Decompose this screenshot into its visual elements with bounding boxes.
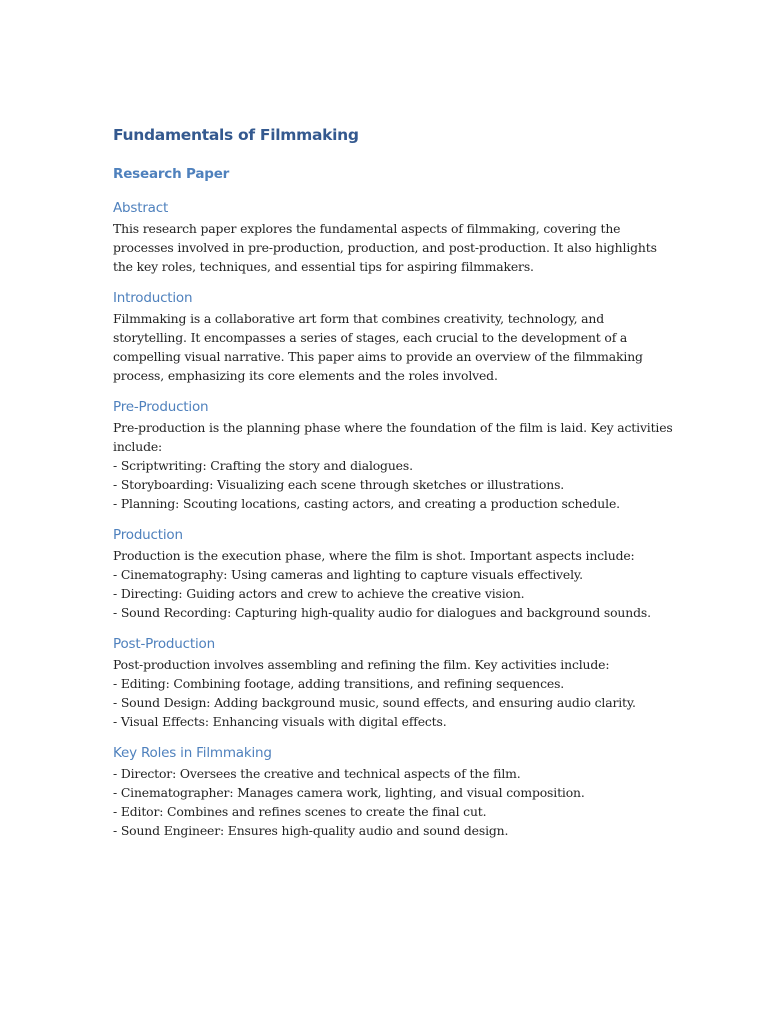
section-post-production (113, 634, 658, 731)
paragraph-line: Post-production involves assembling and refining the film. Key activities include: (113, 657, 610, 672)
section-heading-introduction: Introduction (113, 290, 193, 306)
list-item: - Visual Effects: Enhancing visuals with digital effects. (113, 714, 447, 729)
section-pre-production (113, 397, 673, 513)
paragraph-line: compelling visual narrative. This paper aims to provide an overview of the filmmaking (113, 349, 643, 364)
section-heading-pre-production: Pre-Production (113, 399, 209, 415)
list-item: - Sound Recording: Capturing high-quality audio for dialogues and background sounds. (113, 605, 651, 620)
list-item: - Director: Oversees the creative and technical aspects of the film. (113, 766, 521, 781)
paragraph-line: process, emphasizing its core elements and the roles involved. (113, 368, 498, 383)
list-item: - Sound Engineer: Ensures high-quality audio and sound design. (113, 823, 509, 838)
paragraph-line: Production is the execution phase, where the film is shot. Important aspects include: (113, 548, 635, 563)
paragraph-line: storytelling. It encompasses a series of stages, each crucial to the development of a (113, 330, 628, 345)
section-heading-abstract: Abstract (113, 200, 169, 216)
list-item: - Editor: Combines and refines scenes to create the final cut. (113, 804, 487, 819)
paragraph-line: include: (113, 439, 163, 454)
section-heading-post-production: Post-Production (113, 636, 215, 652)
document-title: Fundamentals of Filmmaking (113, 126, 359, 144)
paragraph-line: processes involved in pre-production, production, and post-production. It also highlights (113, 240, 657, 255)
section-production (113, 525, 658, 622)
paragraph-line: Filmmaking is a collaborative art form that combines creativity, technology, and (113, 311, 604, 326)
list-item: - Directing: Guiding actors and crew to achieve the creative vision. (113, 586, 525, 601)
section-introduction (113, 288, 658, 385)
list-item: - Storyboarding: Visualizing each scene through sketches or illustrations. (113, 477, 565, 492)
paragraph-line: This research paper explores the fundamental aspects of filmmaking, covering the (113, 221, 621, 236)
document-page (113, 124, 673, 852)
section-key-roles (113, 743, 658, 840)
section-abstract (113, 198, 658, 276)
document-subtitle: Research Paper (113, 166, 230, 182)
list-item: - Planning: Scouting locations, casting actors, and creating a production schedule. (113, 496, 620, 511)
section-heading-key-roles: Key Roles in Filmmaking (113, 745, 272, 761)
list-item: - Cinematographer: Manages camera work, lighting, and visual composition. (113, 785, 585, 800)
paragraph-line: Pre-production is the planning phase where the foundation of the film is laid. Key activities (113, 420, 673, 435)
list-item: - Scriptwriting: Crafting the story and dialogues. (113, 458, 413, 473)
list-item: - Sound Design: Adding background music, sound effects, and ensuring audio clarity. (113, 695, 636, 710)
paragraph-line: the key roles, techniques, and essential tips for aspiring filmmakers. (113, 259, 534, 274)
list-item: - Editing: Combining footage, adding transitions, and refining sequences. (113, 676, 565, 691)
list-item: - Cinematography: Using cameras and lighting to capture visuals effectively. (113, 567, 583, 582)
section-heading-production: Production (113, 527, 183, 543)
